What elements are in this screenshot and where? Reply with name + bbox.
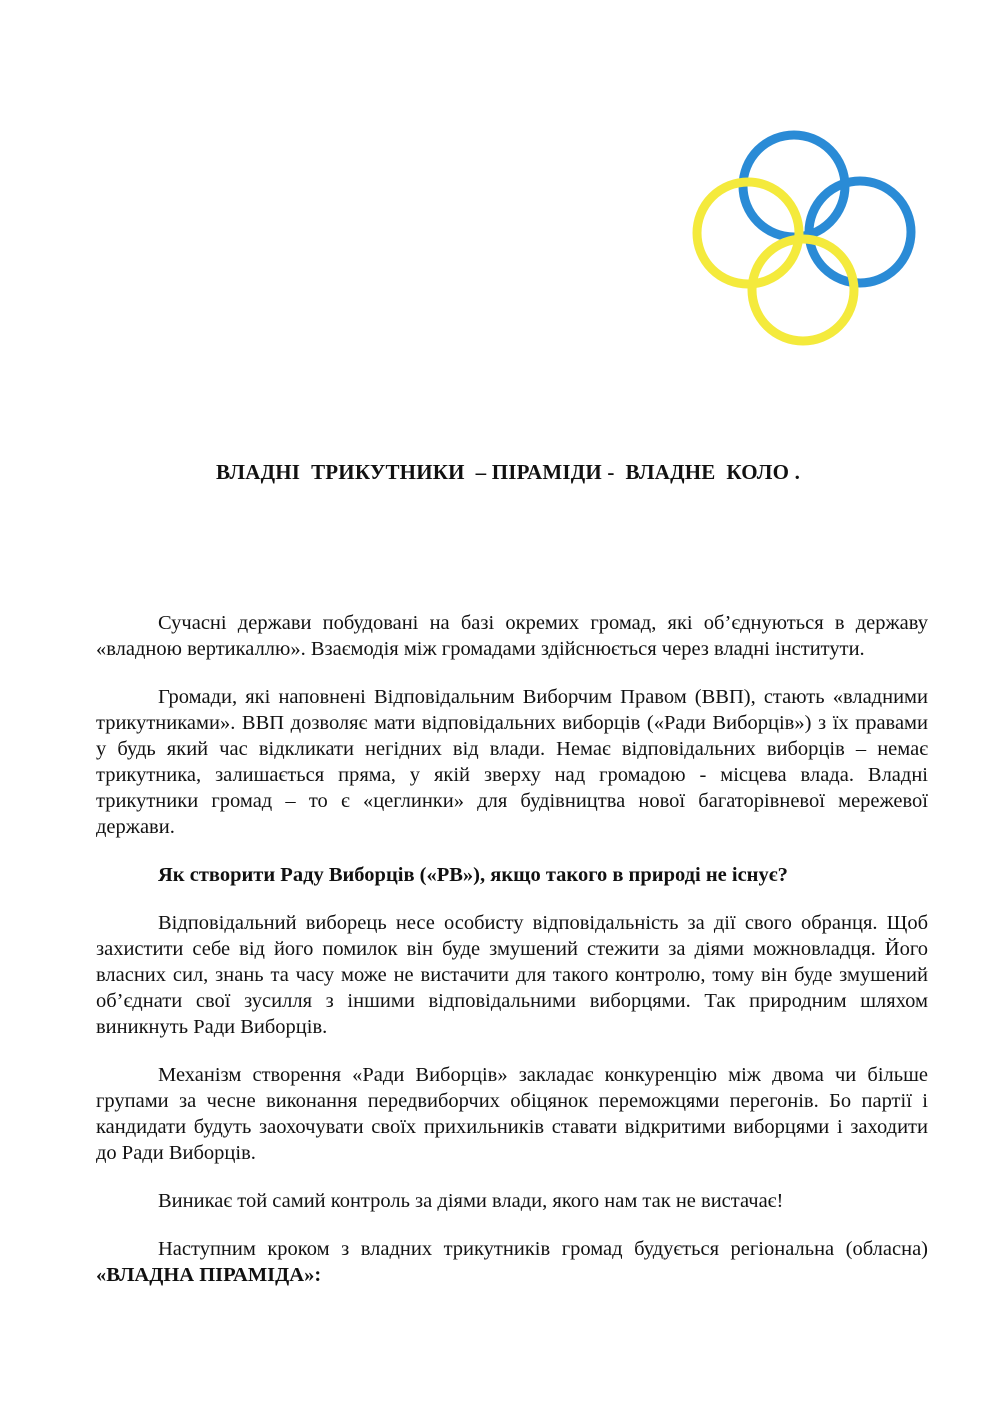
document-body [96, 610, 928, 1310]
paragraph-5: Виникає той самий контроль за діями влади, якого нам так не вистачає! [158, 1190, 784, 1212]
paragraph-3: Відповідальний виборець несе особисту відповідальність за дії свого обранця. Щоб захистити себе від його помилок він буде змушений стежити за діями можновладця. Його власних сил, знань та часу може не вистачити для такого контролю, тому він буде змушений об’єднати свої зусилля з іншими відповідальними виборцями. Так природним шляхом виникнуть Ради Виборців. [96, 912, 928, 1038]
paragraph-6 [96, 1236, 928, 1288]
paragraph-6-bold: «ВЛАДНА ПІРАМІДА»: [96, 1264, 322, 1286]
section-subheading: Як створити Раду Виборців («РВ»), якщо такого в природі не існує? [158, 864, 788, 886]
paragraph-4: Механізм створення «Ради Виборців» закладає конкуренцію між двома чи більше групами за чесне виконання передвиборчих обіцянок переможцями перегонів. Бо партії і кандидати будуть заохочувати своїх прихильників ставати відкритими виборцями і заходити до Ради Виборців. [96, 1064, 928, 1164]
paragraph-6-text: Наступним кроком з владних трикутників громад будується регіональна (обласна) [158, 1238, 928, 1260]
page-title-text: ВЛАДНІ ТРИКУТНИКИ – ПІРАМІДИ - ВЛАДНЕ КОЛО . [216, 460, 801, 484]
ring-bottom-yellow [752, 239, 854, 341]
four-rings-logo-icon [690, 128, 922, 350]
paragraph-2: Громади, які наповнені Відповідальним Виборчим Правом (ВВП), стають «владними трикутниками». ВВП дозволяє мати відповідальних виборців («Ради Виборців») з їх правами у будь який час відкликати негідних від влади. Немає відповідальних виборців – немає трикутника, залишається пряма, у якій зверху над громадою - місцева влада. Владні трикутники громад – то є «цеглинки» для будівництва нової багаторівневої мережевої держави. [96, 686, 928, 838]
paragraph-1: Сучасні держави побудовані на базі окремих громад, які об’єднуються в державу «владною вертикаллю». Взаємодія між громадами здійснюється через владні інститути. [96, 612, 928, 660]
